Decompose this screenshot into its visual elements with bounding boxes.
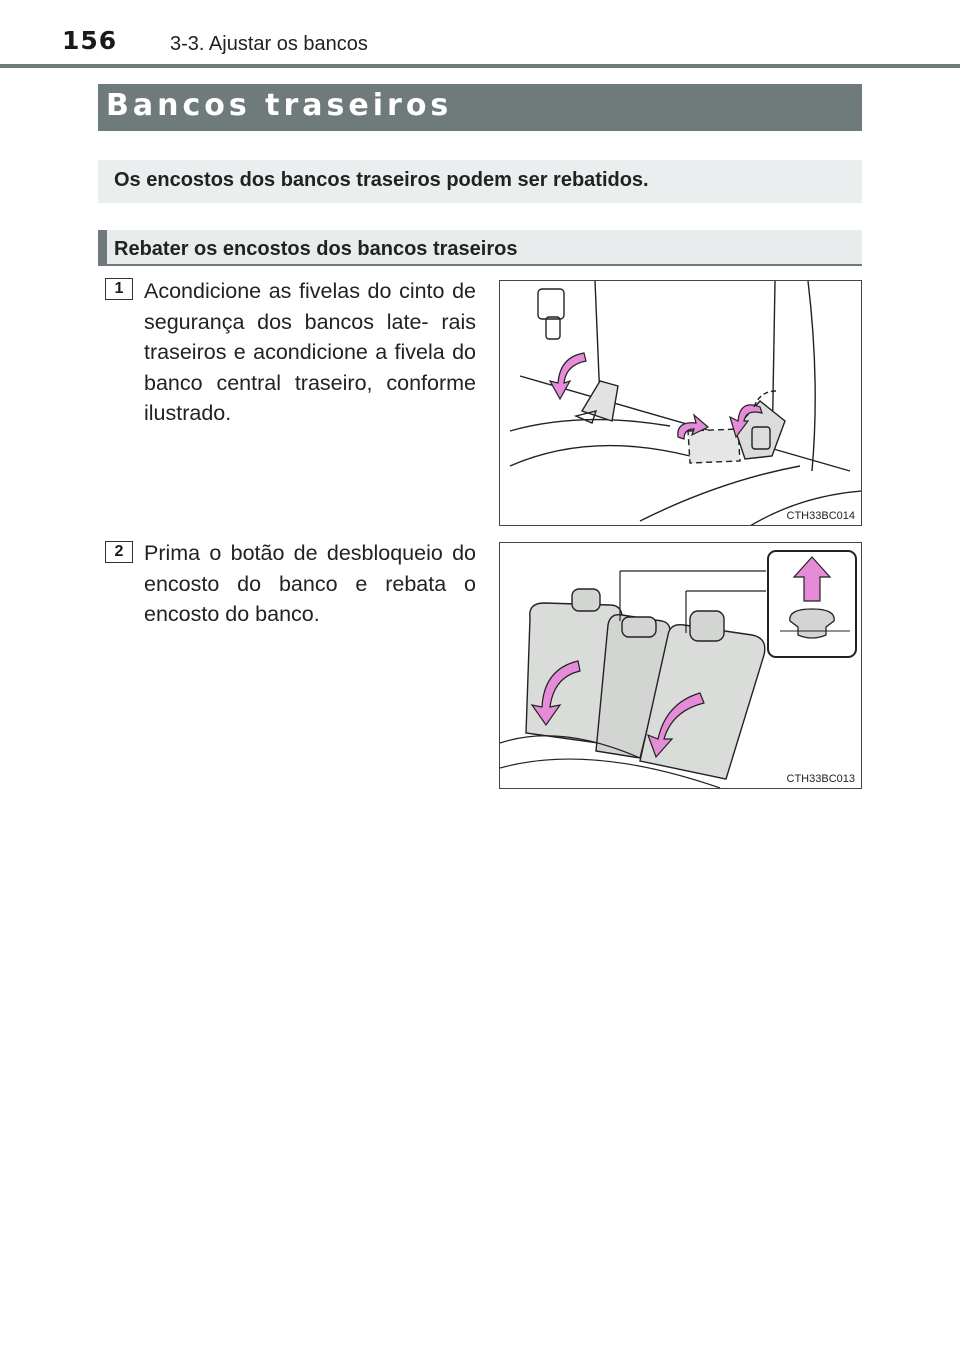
seatbelt-buckles-illustration bbox=[500, 281, 862, 526]
chapter-title: 3-3. Ajustar os bancos bbox=[170, 33, 368, 55]
step-1-badge: 1 bbox=[105, 278, 133, 300]
header-rule bbox=[0, 64, 960, 68]
page-number: 156 bbox=[62, 26, 118, 55]
figure-seatbelt-buckles bbox=[499, 280, 862, 526]
summary-text: Os encostos dos bancos traseiros podem ser rebatidos. bbox=[114, 169, 649, 191]
step-1-text: Acondicione as fivelas do cinto de segurança dos bancos late- rais traseiros e acondicione a fivela do banco central traseiro, conforme ilustrado. bbox=[144, 279, 476, 425]
subsection-title: Rebater os encostos dos bancos traseiros bbox=[114, 238, 518, 260]
figure-code: CTH33BC014 bbox=[786, 510, 855, 522]
figure-seat-fold bbox=[499, 542, 862, 789]
section-title: Bancos traseiros bbox=[106, 88, 453, 123]
seat-fold-illustration bbox=[500, 543, 862, 789]
figure-code: CTH33BC013 bbox=[786, 773, 855, 785]
step-2-badge: 2 bbox=[105, 541, 133, 563]
step-2-text: Prima o botão de desbloqueio do encosto do banco e rebata o encosto do banco. bbox=[144, 541, 476, 626]
